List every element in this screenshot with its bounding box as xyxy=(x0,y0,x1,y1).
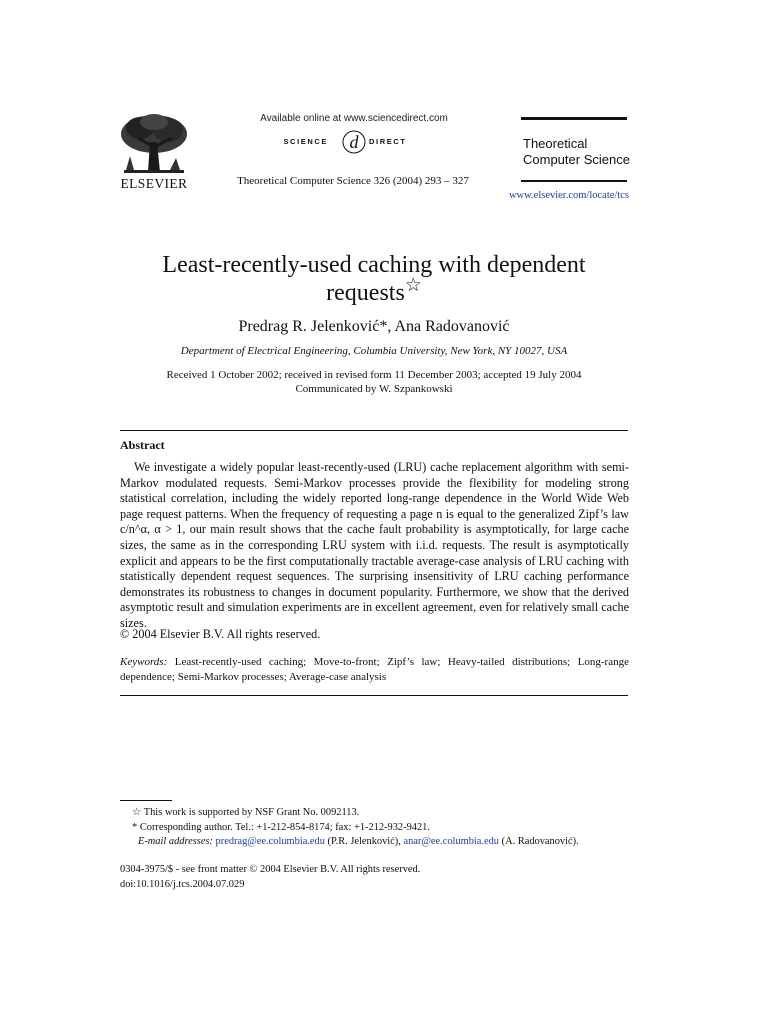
footnote-email xyxy=(138,836,579,847)
journal-name-line1: Theoretical xyxy=(523,136,588,151)
email-link-radovanovic[interactable]: anar@ee.columbia.edu xyxy=(403,836,500,847)
journal-url-link[interactable]: www.elsevier.com/locate/tcs xyxy=(508,190,629,201)
front-matter: 0304-3975/$ - see front matter © 2004 Elsevier B.V. All rights reserved. xyxy=(120,864,421,875)
paper-title xyxy=(120,251,628,307)
footnote-grant xyxy=(132,806,359,818)
journal-name xyxy=(523,136,635,167)
abstract-rule-top xyxy=(120,430,628,431)
available-online-text: Available online at www.sciencedirect.com xyxy=(260,113,448,124)
authors: Predrag R. Jelenković*, Ana Radovanović xyxy=(238,318,510,335)
grant-text: This work is supported by NSF Grant No. 0092113. xyxy=(143,807,360,818)
header-rule-bottom xyxy=(521,180,627,182)
abstract-paragraph: We investigate a widely popular least-recently-used (LRU) cache replacement algorithm with semi-Markov modulated requests. Semi-Markov processes provide the flexibility for modeling strong statistical correlation, including the widely reported long-range dependence in the World Wide Web page request patterns. When the frequency of requesting a page n is equal to the generalized Zipf’s law c/n^α, α > 1, our main result shows that the cache fault probability is asymptotically, for large cache sizes, the same as in the corresponding LRU system with i.i.d. requests. The result is asymptotically explicit and appears to be the first computationally tractable average-case analysis of LRU caching with statistically dependent request sequences. The surprising insensitivity of LRU caching performance demonstrates its robustness to changes in document popularity. Furthermore, we show that the derived asymptotic result and simulation experiments are in excellent agreement, even for relatively small cache sizes. xyxy=(120,460,629,630)
email-owner-jelenkovic: (P.R. Jelenković), xyxy=(327,836,401,847)
abstract-heading: Abstract xyxy=(120,438,165,452)
journal-citation: Theoretical Computer Science 326 (2004) 293 – 327 xyxy=(237,175,469,187)
title-footnote-star-icon[interactable]: ☆ xyxy=(404,275,422,296)
sciencedirect-symbol: d xyxy=(349,132,359,152)
grant-footnote-star-icon: ☆ xyxy=(132,807,142,818)
journal-name-line2: Computer Science xyxy=(523,151,630,167)
publisher-name: ELSEVIER xyxy=(120,176,188,191)
paper-title-line2: requests xyxy=(326,280,405,306)
email-label: E-mail addresses: xyxy=(138,836,213,847)
paper-title-line2-wrap xyxy=(120,275,628,307)
communicated-by: Communicated by W. Szpankowski xyxy=(295,383,453,395)
received-dates: Received 1 October 2002; received in revised form 11 December 2003; accepted 19 July 2004 xyxy=(166,369,582,381)
abstract-copyright: © 2004 Elsevier B.V. All rights reserved. xyxy=(120,627,321,641)
paper-title-line1: Least-recently-used caching with dependent xyxy=(162,252,586,278)
footnote-rule xyxy=(120,800,172,801)
elsevier-tree-logo xyxy=(118,112,190,178)
header-rule-top xyxy=(521,117,627,120)
sciencedirect-logo xyxy=(283,129,420,155)
email-owner-radovanovic: (A. Radovanović). xyxy=(501,836,579,847)
affiliation: Department of Electrical Engineering, Columbia University, New York, NY 10027, USA xyxy=(180,345,568,357)
abstract-rule-bottom xyxy=(120,695,628,696)
keywords xyxy=(120,655,629,684)
footnote-corresponding xyxy=(132,822,430,833)
sciencedirect-right-text: DIRECT xyxy=(369,137,407,146)
corresponding-text: Corresponding author. Tel.: +1-212-854-8174; fax: +1-212-932-9421. xyxy=(139,822,430,833)
email-link-jelenkovic[interactable]: predrag@ee.columbia.edu xyxy=(215,836,325,847)
abstract-body xyxy=(120,460,629,632)
corresponding-marker: * xyxy=(132,822,138,833)
keywords-list: Least-recently-used caching; Move-to-front; Zipf’s law; Heavy-tailed distributions; Long-range dependence; Semi-Markov processes; Average-case analysis xyxy=(120,656,629,683)
sciencedirect-left-text: SCIENCE xyxy=(283,137,328,146)
doi[interactable]: doi:10.1016/j.tcs.2004.07.029 xyxy=(120,879,245,890)
keywords-label: Keywords: xyxy=(120,656,168,668)
